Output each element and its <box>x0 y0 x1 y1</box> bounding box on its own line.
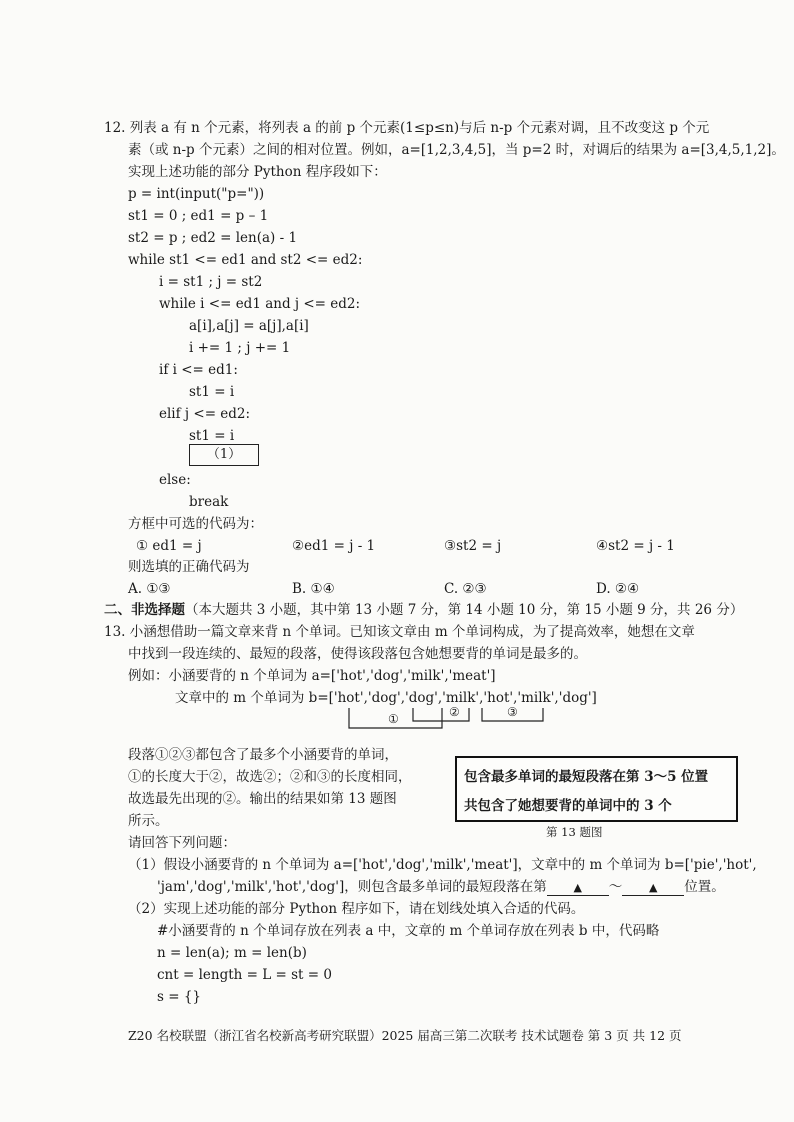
choice-d: D. ②④ <box>596 581 640 597</box>
tilde: ～ <box>608 879 623 895</box>
q13-example-line1: 例如：小涵要背的 n 个单词为 a=['hot','dog','milk','meat'] <box>128 668 496 684</box>
triangle-icon: ▲ <box>573 881 583 894</box>
answer-intro: 则选填的正确代码为 <box>128 559 250 575</box>
code-line: else: <box>159 472 191 488</box>
q13-code-line: n = len(a); m = len(b) <box>157 945 307 961</box>
code-line: while st1 <= ed1 and st2 <= ed2: <box>128 252 363 268</box>
code-line: st2 = p ; ed2 = len(a) - 1 <box>128 230 298 246</box>
option-4: ④st2 = j - 1 <box>596 538 675 554</box>
q13-stem-line2: 中找到一段连续的、最短的段落，使得该段落包含她想要背的单词是最多的。 <box>128 646 587 662</box>
segment-label-1: ① <box>388 712 399 726</box>
figure-caption: 第 13 题图 <box>546 825 603 839</box>
option-2: ②ed1 = j - 1 <box>292 538 376 554</box>
triangle-icon: ▲ <box>649 881 658 894</box>
q13-sub2: （2）实现上述功能的部分 Python 程序如下，请在划线处填入合适的代码。 <box>128 901 585 917</box>
choice-a: A. ①③ <box>128 581 171 597</box>
option-1: ① ed1 = j <box>136 538 202 554</box>
output-figure-box <box>455 756 738 822</box>
q12-stem-line3: 实现上述功能的部分 Python 程序段如下： <box>128 164 387 180</box>
options-intro: 方框中可选的代码为： <box>128 516 263 532</box>
answer-blank-start[interactable] <box>547 881 609 896</box>
section-title: 二、非选择题 <box>104 602 185 618</box>
q13-para-line4: 所示。 <box>128 813 169 829</box>
q13-code-line: s = {} <box>157 989 202 1005</box>
q13-code-line: #小涵要背的 n 个单词存放在列表 a 中，文章的 m 个单词存放在列表 b 中，代码略 <box>157 923 660 939</box>
q12-stem-line2: 素（或 n-p 个元素）之间的相对位置。例如，a=[1,2,3,4,5]，当 p=2 时，对调后的结果为 a=[3,4,5,1,2]。 <box>128 142 785 158</box>
q13-sub1-line1: （1）假设小涵要背的 n 个单词为 a=['hot','dog','milk','meat']，文章中的 m 个单词为 b=['pie','hot', <box>128 857 757 873</box>
q13-para-line2: ①的长度大于②，故选②；②和③的长度相同， <box>128 769 412 785</box>
code-line: if i <= ed1: <box>159 362 238 378</box>
q13-sub1-line2 <box>157 878 725 896</box>
answer-blank-end[interactable] <box>622 881 684 896</box>
choice-b: B. ①④ <box>292 581 335 597</box>
q13-ask: 请回答下列问题： <box>128 835 236 851</box>
q13-code-line: cnt = length = L = st = 0 <box>157 967 332 983</box>
sub1-text: 'jam','dog','milk','hot','dog']，则包含最多单词的最短段落在第 <box>157 879 547 895</box>
code-line: i += 1 ; j += 1 <box>189 340 291 356</box>
q13-para-line3: 故选最先出现的②。输出的结果如第 13 题图 <box>128 791 397 807</box>
q13-example-line2: 文章中的 m 个单词为 b=['hot','dog','dog','milk','hot','milk','dog'] <box>175 690 597 706</box>
code-line: st1 = 0 ; ed1 = p – 1 <box>128 208 269 224</box>
output-line-2: 共包含了她想要背的单词中的 3 个 <box>464 798 672 814</box>
code-line: break <box>189 494 229 510</box>
page-footer: Z20 名校联盟（浙江省名校新高考研究联盟）2025 届高三第二次联考 技术试题卷 第 3 页 共 12 页 <box>128 1028 682 1043</box>
q12-stem-line1: 12. 列表 a 有 n 个元素，将列表 a 的前 p 个元素(1≤p≤n)与后 n-p 个元素对调，且不改变这 p 个元 <box>104 120 710 136</box>
segment-label-3: ③ <box>507 705 518 719</box>
code-line: elif j <= ed2: <box>159 406 251 422</box>
code-line: a[i],a[j] = a[j],a[i] <box>189 318 309 334</box>
choice-c: C. ②③ <box>444 581 487 597</box>
sub1-tail: 位置。 <box>684 879 725 895</box>
segment-label-2: ② <box>449 705 460 719</box>
option-3: ③st2 = j <box>444 538 502 554</box>
code-line: st1 = i <box>189 384 235 400</box>
code-line: while i <= ed1 and j <= ed2: <box>159 296 361 312</box>
output-line-1: 包含最多单词的最短段落在第 3～5 位置 <box>464 769 709 785</box>
code-line: p = int(input("p=")) <box>128 186 265 202</box>
q13-stem-line1: 13. 小涵想借助一篇文章来背 n 个单词。已知该文章由 m 个单词构成，为了提高效率，她想在文章 <box>104 624 695 640</box>
code-line: st1 = i <box>189 428 235 444</box>
code-line: i = st1 ; j = st2 <box>159 274 263 290</box>
section-note: （本大题共 3 小题，其中第 13 小题 7 分，第 14 小题 10 分，第 15 小题 9 分，共 26 分） <box>185 602 744 618</box>
q13-para-line1: 段落①②③都包含了最多个小涵要背的单词， <box>128 747 398 763</box>
blank-box-1: （1） <box>189 444 259 466</box>
